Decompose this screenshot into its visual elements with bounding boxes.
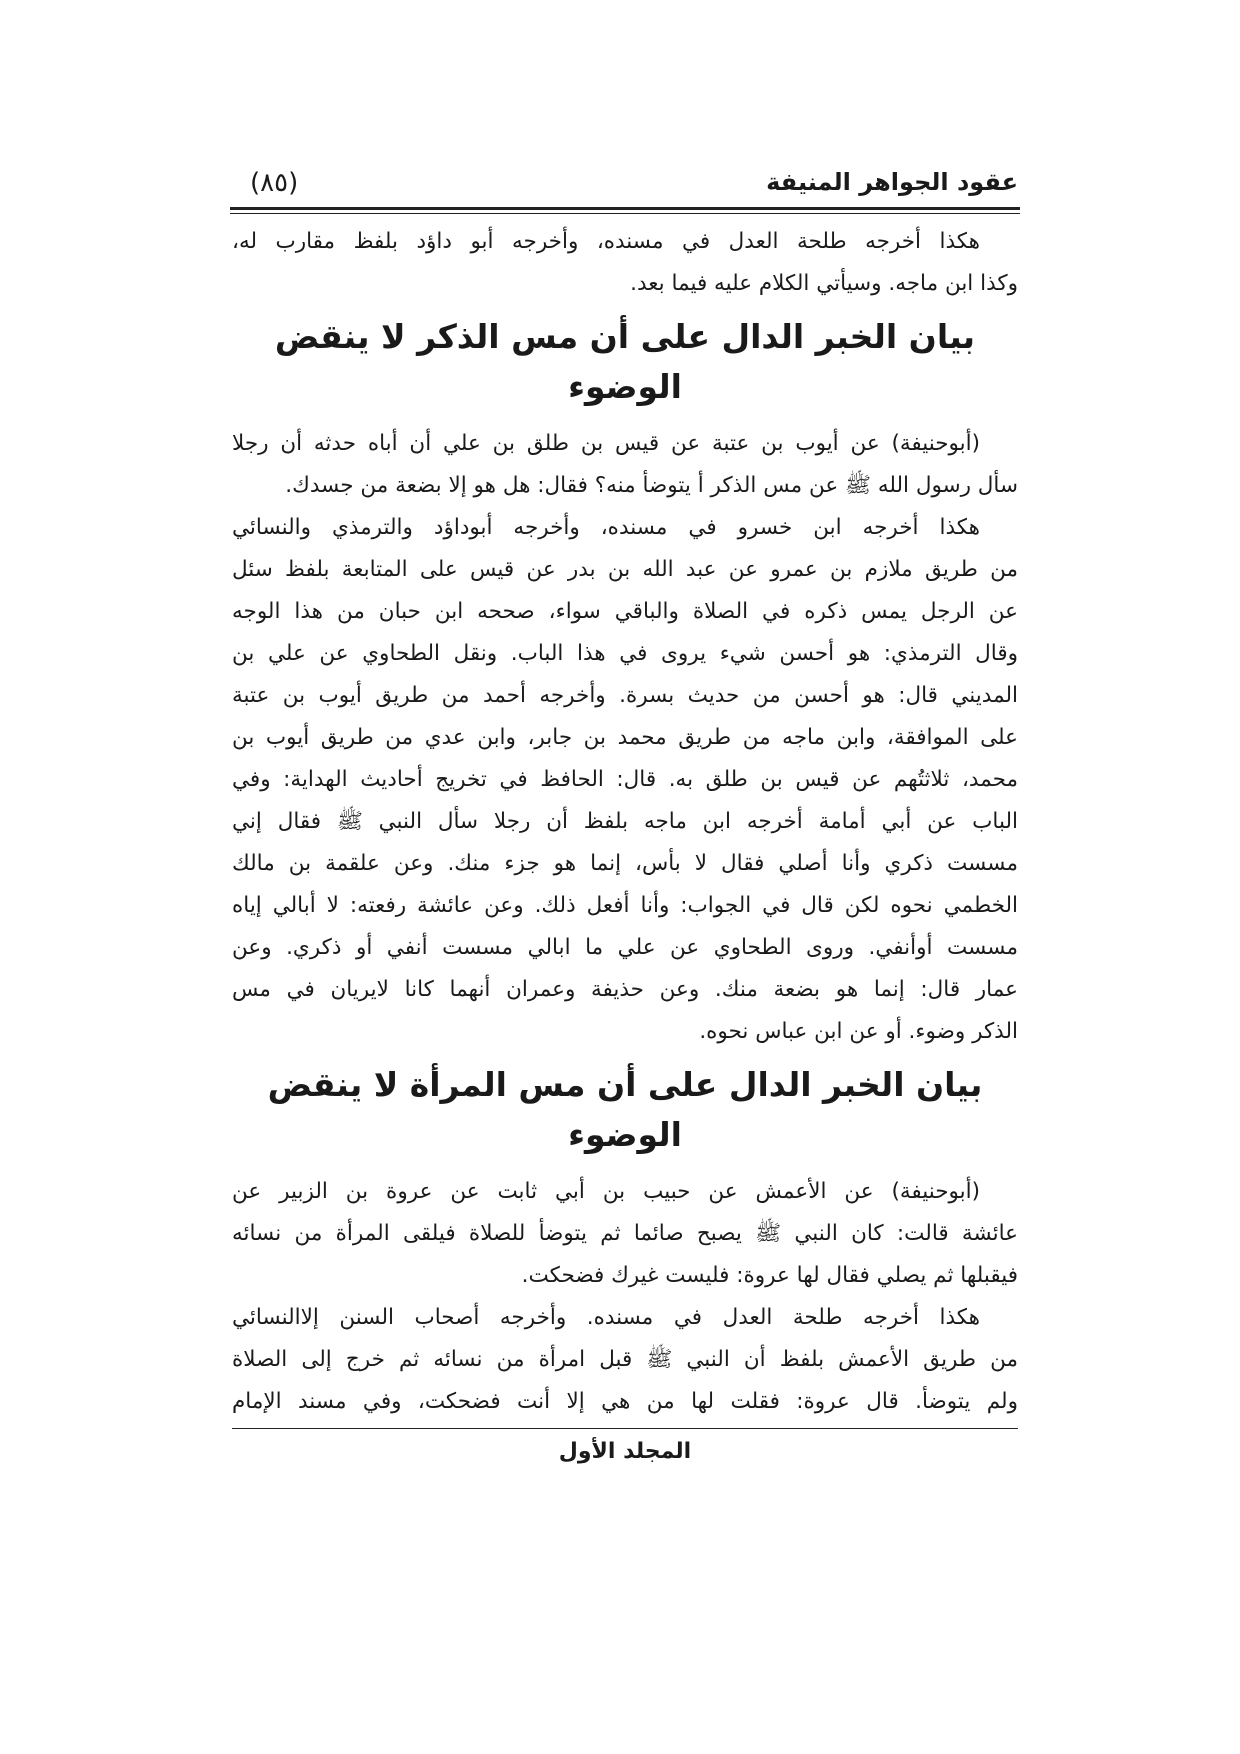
text-line: (أبوحنيفة) عن أيوب بن عتبة عن قيس بن طلق بن علي أن أباه حدثه أن رجلا <box>232 431 980 456</box>
page-number: (٨٥) <box>250 168 299 198</box>
page-body <box>232 222 1018 1469</box>
text-line: من طريق ملازم بن عمرو عن عبد الله بن بدر عن قيس على المتابعة بلفظ سئل <box>232 557 1018 582</box>
text-line: هكذا أخرجه طلحة العدل في مسنده، وأخرجه أبو داؤد بلفظ مقارب له، <box>232 229 980 254</box>
text-line: هكذا أخرجه طلحة العدل في مسنده. وأخرجه أصحاب السنن إلاالنسائي <box>232 1305 980 1330</box>
text-line: عمار قال: إنما هو بضعة منك. وعن حذيفة وعمران أنهما كانا لايريان في مس <box>232 977 1018 1002</box>
text-line: وقال الترمذي: هو أحسن شيء يروى في هذا الباب. ونقل الطحاوي عن علي بن <box>232 641 1018 666</box>
text-line: محمد، ثلاثتُهم عن قيس بن طلق به. قال: الحافظ في تخريج أحاديث الهداية: وفي <box>232 767 1018 792</box>
volume-footer: المجلد الأول <box>558 1439 692 1464</box>
text-line: المديني قال: هو أحسن من حديث بسرة. وأخرجه أحمد من طريق أيوب بن عتبة <box>232 683 1018 708</box>
text-line: على الموافقة، وابن ماجه من طريق محمد بن جابر، وابن عدي من طريق أيوب بن <box>232 725 1018 750</box>
header-rule-thin <box>230 213 1020 214</box>
text-line: مسست أوأنفي. وروى الطحاوي عن علي ما ابالي مسست أنفي أو ذكري. وعن <box>232 935 1018 960</box>
text-line: فيقبلها ثم يصلي فقال لها عروة: فليست غيرك فضحكت. <box>521 1263 1018 1288</box>
text-line: وكذا ابن ماجه. وسيأتي الكلام عليه فيما بعد. <box>630 271 1018 296</box>
section-heading: بيان الخبر الدال على أن مس المرأة لا ينقض الوضوء <box>267 1065 983 1154</box>
text-line: عائشة قالت: كان النبي ﷺ يصبح صائما ثم يتوضأ للصلاة فيلقى المرأة من نسائه <box>232 1221 1018 1246</box>
text-line: مسست ذكري وأنا أصلي فقال لا بأس، إنما هو جزء منك. وعن علقمة بن مالك <box>232 851 1018 876</box>
text-line: الباب عن أبي أمامة أخرجه ابن ماجه بلفظ أن رجلا سأل النبي ﷺ فقال إني <box>232 809 1018 834</box>
section-heading: بيان الخبر الدال على أن مس الذكر لا ينقض الوضوء <box>274 317 976 406</box>
text-line: من طريق الأعمش بلفظ أن النبي ﷺ قبل امرأة من نسائه ثم خرج إلى الصلاة <box>232 1347 1018 1372</box>
book-title: عقود الجواهر المنيفة <box>766 168 1018 196</box>
header-rule <box>230 207 1020 210</box>
footnote-separator <box>232 1428 1018 1429</box>
text-line: هكذا أخرجه ابن خسرو في مسنده، وأخرجه أبوداؤد والترمذي والنسائي <box>232 515 980 540</box>
text-line: الذكر وضوء. أو عن ابن عباس نحوه. <box>699 1019 1018 1044</box>
text-line: ولم يتوضأ. قال عروة: فقلت لها من هي إلا أنت فضحكت، وفي مسند الإمام <box>232 1389 1018 1414</box>
text-line: الخطمي نحوه لكن قال في الجواب: وأنا أفعل ذلك. وعن عائشة رفعته: لا أبالي إياه <box>232 893 1018 918</box>
text-line: عن الرجل يمس ذكره في الصلاة والباقي سواء، صححه ابن حبان من هذا الوجه <box>232 599 1018 624</box>
text-line: (أبوحنيفة) عن الأعمش عن حبيب بن أبي ثابت عن عروة بن الزبير عن <box>232 1179 980 1204</box>
text-line: سأل رسول الله ﷺ عن مس الذكر أ يتوضأ منه؟ فقال: هل هو إلا بضعة من جسدك. <box>285 473 1018 498</box>
